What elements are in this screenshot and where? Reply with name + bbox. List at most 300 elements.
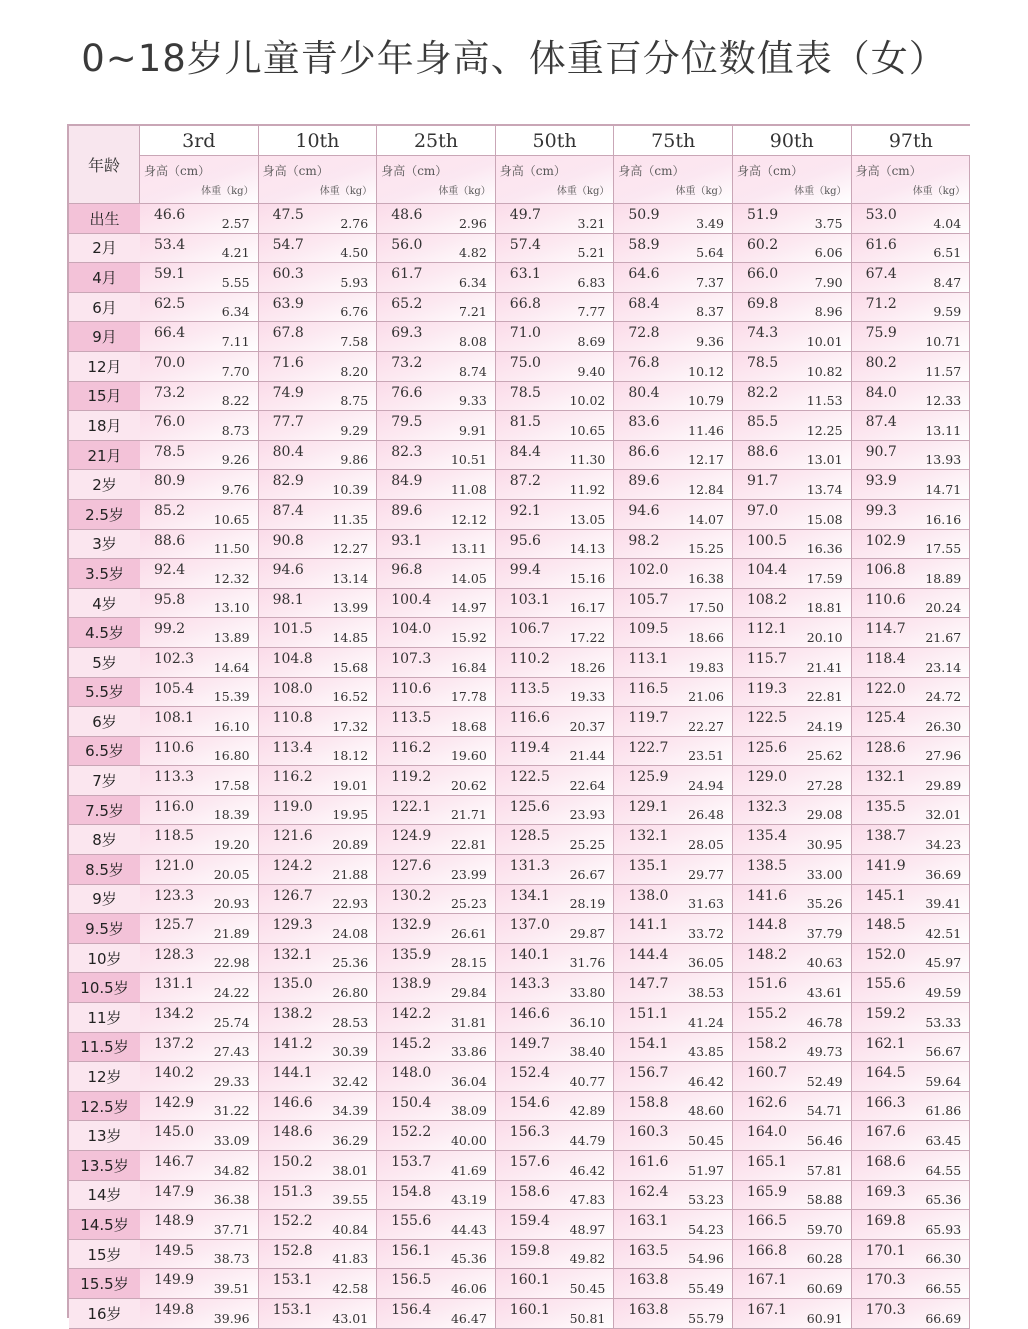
height-value: 96.8 [391, 562, 423, 579]
age-cell: 11岁 [69, 1003, 140, 1033]
height-value: 160.3 [628, 1124, 669, 1141]
weight-value: 6.51 [933, 245, 962, 261]
unit-header-cell [140, 156, 259, 204]
weight-value: 7.70 [221, 363, 250, 379]
weight-value: 54.71 [806, 1103, 843, 1119]
weight-value: 36.69 [925, 866, 962, 882]
value-cell [496, 1092, 615, 1122]
height-value: 119.2 [391, 769, 432, 786]
height-value: 116.5 [628, 680, 669, 697]
weight-value: 17.32 [332, 718, 369, 734]
weight-value: 59.70 [806, 1221, 843, 1237]
age-cell: 3岁 [69, 530, 140, 560]
weight-value: 7.11 [221, 333, 250, 349]
weight-value: 13.14 [332, 570, 369, 586]
value-cell [733, 885, 852, 915]
height-value: 104.8 [272, 650, 313, 667]
weight-value: 29.33 [213, 1073, 250, 1089]
weight-value: 25.62 [806, 748, 843, 764]
weight-value: 37.79 [806, 925, 843, 941]
weight-value: 51.97 [688, 1162, 724, 1178]
age-cell: 8岁 [69, 825, 140, 855]
weight-value: 35.26 [806, 896, 843, 912]
value-cell [852, 885, 971, 915]
weight-value: 33.80 [569, 985, 606, 1001]
height-value: 166.5 [746, 1213, 788, 1230]
weight-value: 21.44 [569, 748, 606, 764]
weight-value: 56.67 [925, 1044, 962, 1060]
weight-value: 36.10 [569, 1014, 606, 1030]
weight-value: 29.77 [688, 866, 724, 882]
height-value: 170.1 [865, 1242, 906, 1259]
value-cell [733, 737, 852, 767]
height-value: 167.6 [865, 1124, 906, 1141]
weight-value: 12.12 [450, 511, 487, 527]
height-value: 132.1 [272, 946, 313, 963]
value-cell [377, 1210, 496, 1240]
weight-value: 16.10 [213, 718, 250, 734]
weight-value: 7.77 [577, 304, 606, 320]
height-value: 141.9 [865, 858, 906, 875]
value-cell [140, 234, 259, 264]
weight-value: 5.55 [221, 274, 250, 290]
weight-value: 33.09 [213, 1133, 250, 1148]
value-cell [614, 1151, 733, 1181]
height-value: 160.1 [509, 1301, 550, 1318]
value-cell [733, 973, 852, 1003]
value-cell [614, 885, 733, 915]
weight-value: 9.76 [221, 481, 250, 497]
weight-value: 15.25 [688, 541, 724, 557]
height-value: 122.7 [628, 739, 669, 756]
value-cell [259, 559, 378, 589]
value-cell [852, 234, 971, 264]
height-value: 59.1 [154, 266, 186, 283]
value-cell [496, 382, 615, 412]
value-cell [259, 1003, 378, 1033]
height-value: 72.8 [628, 325, 660, 342]
height-value: 127.6 [391, 858, 432, 875]
height-value: 163.1 [628, 1213, 669, 1230]
value-cell [733, 707, 852, 737]
height-value: 142.2 [391, 1006, 432, 1023]
height-value: 70.0 [154, 354, 186, 371]
height-value: 106.8 [865, 562, 906, 579]
weight-value: 17.58 [213, 777, 250, 793]
weight-value: 14.85 [332, 629, 369, 645]
value-cell [733, 1269, 852, 1299]
value-cell [496, 559, 615, 589]
height-value: 170.3 [865, 1272, 906, 1289]
age-cell: 15.5岁 [69, 1269, 140, 1299]
value-cell [259, 1092, 378, 1122]
weight-value: 20.24 [925, 600, 962, 616]
weight-value: 11.57 [925, 363, 962, 379]
value-cell [377, 263, 496, 293]
value-cell [140, 914, 259, 944]
weight-value: 22.93 [332, 896, 369, 912]
value-cell [614, 293, 733, 323]
height-value: 78.5 [509, 384, 541, 401]
height-value: 97.0 [746, 502, 779, 519]
value-cell [614, 1033, 733, 1063]
weight-value: 17.22 [569, 629, 606, 645]
value-cell [496, 1269, 615, 1299]
percentile-header: 25th [377, 126, 496, 156]
age-cell: 5.5岁 [69, 678, 140, 708]
height-value: 46.6 [154, 207, 186, 223]
value-cell [496, 1003, 615, 1033]
value-cell [614, 1092, 733, 1122]
weight-value: 8.08 [458, 333, 487, 349]
value-cell [377, 589, 496, 619]
weight-value: 2.96 [458, 215, 487, 231]
height-value: 105.4 [154, 680, 195, 697]
height-value: 156.3 [509, 1124, 550, 1141]
height-value: 94.6 [272, 562, 304, 579]
age-cell: 5岁 [69, 648, 140, 678]
value-cell [496, 648, 615, 678]
weight-value: 12.33 [925, 393, 962, 409]
weight-value: 60.91 [806, 1310, 843, 1326]
weight-unit-label: 体重（kg） [438, 186, 491, 197]
weight-value: 27.96 [925, 748, 962, 764]
value-cell [614, 1240, 733, 1270]
weight-value: 61.86 [925, 1103, 962, 1119]
value-cell [377, 1299, 496, 1329]
value-cell [259, 1181, 378, 1211]
height-value: 138.2 [272, 1006, 313, 1023]
value-cell [259, 500, 378, 530]
value-cell [614, 944, 733, 974]
value-cell [140, 1240, 259, 1270]
weight-value: 26.48 [688, 807, 724, 823]
height-value: 93.9 [865, 473, 897, 490]
value-cell [733, 500, 852, 530]
value-cell [733, 530, 852, 560]
height-value: 157.6 [509, 1154, 550, 1170]
value-cell [614, 470, 733, 500]
height-value: 60.2 [746, 236, 779, 253]
weight-value: 27.28 [806, 777, 843, 793]
value-cell [377, 352, 496, 382]
height-value: 132.1 [628, 828, 669, 845]
weight-value: 17.50 [688, 600, 724, 616]
height-value: 138.0 [628, 887, 669, 904]
value-cell [614, 1210, 733, 1240]
value-cell [733, 766, 852, 796]
value-cell [733, 648, 852, 678]
height-value: 65.2 [391, 295, 423, 312]
value-cell [614, 500, 733, 530]
weight-value: 9.59 [933, 304, 962, 320]
weight-value: 10.65 [213, 511, 250, 527]
height-value: 131.3 [509, 858, 550, 875]
height-value: 148.6 [272, 1124, 313, 1141]
height-value: 91.7 [746, 473, 779, 490]
value-cell [140, 1033, 259, 1063]
value-cell [140, 352, 259, 382]
height-value: 122.5 [746, 710, 788, 727]
weight-value: 29.87 [569, 925, 606, 941]
weight-value: 10.39 [332, 481, 369, 497]
height-value: 137.0 [509, 917, 550, 934]
value-cell [852, 470, 971, 500]
height-value: 104.4 [746, 562, 788, 579]
height-value: 68.4 [628, 295, 660, 312]
weight-unit-label: 体重（kg） [794, 186, 847, 197]
height-value: 108.1 [154, 710, 195, 727]
height-value: 166.8 [746, 1242, 788, 1259]
weight-value: 3.21 [577, 215, 606, 231]
value-cell [496, 914, 615, 944]
value-cell [496, 204, 615, 234]
height-value: 119.7 [628, 710, 669, 727]
value-cell [733, 1003, 852, 1033]
value-cell [496, 530, 615, 560]
height-value: 135.0 [272, 976, 313, 993]
weight-value: 48.97 [569, 1221, 606, 1237]
weight-value: 29.84 [450, 985, 487, 1001]
height-value: 110.8 [272, 710, 313, 727]
age-cell: 21月 [69, 441, 140, 471]
value-cell [733, 411, 852, 441]
height-value: 149.9 [154, 1272, 195, 1289]
height-value: 113.5 [391, 710, 432, 727]
height-value: 64.6 [628, 266, 660, 283]
height-value: 156.1 [391, 1242, 432, 1259]
value-cell [614, 1299, 733, 1329]
weight-value: 15.68 [332, 659, 369, 675]
height-value: 156.7 [628, 1065, 669, 1082]
height-value: 152.0 [865, 946, 906, 963]
weight-value: 3.49 [696, 215, 724, 231]
value-cell [852, 589, 971, 619]
weight-value: 7.58 [340, 333, 369, 349]
weight-value: 16.36 [806, 541, 843, 557]
value-cell [614, 766, 733, 796]
value-cell [259, 1062, 378, 1092]
weight-value: 56.46 [806, 1133, 843, 1148]
weight-value: 28.53 [332, 1014, 369, 1030]
unit-header-cell [496, 156, 615, 204]
age-cell: 2月 [69, 234, 140, 264]
value-cell [140, 855, 259, 885]
height-value: 78.5 [154, 443, 186, 460]
age-cell: 6岁 [69, 707, 140, 737]
height-value: 119.0 [272, 798, 313, 815]
value-cell [852, 1269, 971, 1299]
weight-value: 31.22 [213, 1103, 250, 1119]
weight-unit-label: 体重（kg） [912, 186, 966, 197]
weight-value: 59.64 [925, 1073, 962, 1089]
weight-value: 5.93 [340, 274, 369, 290]
value-cell [259, 1240, 378, 1270]
height-value: 100.5 [746, 532, 788, 549]
height-value: 104.0 [391, 621, 432, 638]
percentile-header: 3rd [140, 126, 259, 156]
height-value: 132.1 [865, 769, 906, 786]
value-cell [614, 796, 733, 826]
unit-header-cell [733, 156, 852, 204]
age-cell: 9岁 [69, 885, 140, 915]
weight-value: 16.52 [332, 689, 369, 705]
weight-value: 26.30 [925, 718, 962, 734]
value-cell [140, 589, 259, 619]
weight-value: 8.73 [221, 422, 250, 438]
age-cell: 3.5岁 [69, 559, 140, 589]
height-value: 159.2 [865, 1006, 906, 1023]
weight-value: 22.98 [213, 955, 250, 971]
value-cell [614, 441, 733, 471]
value-cell [852, 1210, 971, 1240]
weight-value: 63.45 [925, 1133, 962, 1148]
weight-value: 8.74 [458, 363, 487, 379]
value-cell [259, 382, 378, 412]
height-value: 154.8 [391, 1183, 432, 1200]
value-cell [496, 234, 615, 264]
height-value: 164.0 [746, 1124, 788, 1141]
weight-value: 9.91 [458, 422, 487, 438]
weight-value: 30.39 [332, 1044, 369, 1060]
height-value: 88.6 [154, 532, 186, 549]
weight-value: 31.63 [688, 896, 724, 912]
height-value: 62.5 [154, 295, 186, 312]
weight-value: 10.51 [450, 452, 487, 468]
value-cell [614, 648, 733, 678]
value-cell [259, 618, 378, 648]
value-cell [852, 263, 971, 293]
height-value: 162.4 [628, 1183, 669, 1200]
weight-value: 58.88 [806, 1192, 843, 1208]
value-cell [852, 322, 971, 352]
weight-value: 13.93 [925, 452, 962, 468]
weight-value: 13.99 [332, 600, 369, 616]
value-cell [377, 1240, 496, 1270]
value-cell [852, 293, 971, 323]
value-cell [852, 766, 971, 796]
weight-value: 26.67 [569, 866, 606, 882]
height-value: 141.2 [272, 1035, 313, 1052]
value-cell [733, 825, 852, 855]
value-cell [496, 1121, 615, 1151]
weight-value: 42.89 [569, 1103, 606, 1119]
weight-value: 8.22 [221, 393, 250, 409]
weight-value: 8.47 [933, 274, 962, 290]
value-cell [259, 885, 378, 915]
weight-value: 30.95 [806, 837, 843, 853]
age-cell: 9.5岁 [69, 914, 140, 944]
height-value: 145.1 [865, 887, 906, 904]
value-cell [614, 825, 733, 855]
height-value: 125.9 [628, 769, 669, 786]
height-value: 66.0 [746, 266, 779, 283]
value-cell [614, 914, 733, 944]
value-cell [852, 1062, 971, 1092]
age-cell: 7岁 [69, 766, 140, 796]
height-unit-label: 身高（cm） [855, 164, 922, 178]
weight-unit-label: 体重（kg） [556, 186, 610, 197]
height-value: 169.3 [865, 1183, 906, 1200]
weight-value: 18.39 [213, 807, 250, 823]
value-cell [259, 944, 378, 974]
weight-value: 9.36 [696, 333, 724, 349]
weight-value: 36.04 [450, 1073, 487, 1089]
weight-value: 9.26 [221, 452, 250, 468]
height-value: 76.8 [628, 354, 660, 371]
height-value: 144.4 [628, 946, 669, 963]
weight-value: 19.33 [569, 689, 606, 705]
value-cell [140, 618, 259, 648]
height-value: 80.4 [628, 384, 660, 401]
height-value: 108.2 [746, 591, 788, 608]
height-value: 170.3 [865, 1301, 906, 1318]
value-cell [614, 352, 733, 382]
height-value: 58.9 [628, 236, 660, 253]
value-cell [852, 648, 971, 678]
value-cell [733, 204, 852, 234]
value-cell [259, 766, 378, 796]
weight-value: 34.23 [925, 837, 962, 853]
value-cell [733, 234, 852, 264]
weight-value: 66.55 [925, 1280, 962, 1296]
height-value: 73.2 [154, 384, 186, 401]
value-cell [377, 1181, 496, 1211]
unit-header-cell [614, 156, 733, 204]
value-cell [733, 382, 852, 412]
value-cell [140, 411, 259, 441]
page-title: 0~18岁儿童青少年身高、体重百分位数值表（女） [81, 37, 947, 80]
value-cell [852, 678, 971, 708]
value-cell [852, 796, 971, 826]
value-cell [614, 382, 733, 412]
value-cell [733, 618, 852, 648]
value-cell [377, 1003, 496, 1033]
height-value: 154.1 [628, 1035, 669, 1052]
weight-value: 8.69 [577, 333, 606, 349]
value-cell [140, 1299, 259, 1329]
weight-value: 20.37 [569, 718, 606, 734]
value-cell [377, 855, 496, 885]
value-cell [614, 1003, 733, 1033]
age-cell: 13岁 [69, 1121, 140, 1151]
height-value: 168.6 [865, 1154, 906, 1170]
weight-value: 15.08 [806, 511, 843, 527]
value-cell [259, 352, 378, 382]
weight-value: 19.60 [450, 748, 487, 764]
value-cell [614, 263, 733, 293]
weight-value: 46.42 [569, 1162, 606, 1178]
height-value: 90.8 [272, 532, 304, 549]
height-value: 53.0 [865, 207, 897, 223]
value-cell [614, 1062, 733, 1092]
height-value: 101.5 [272, 621, 313, 638]
value-cell [140, 678, 259, 708]
value-cell [733, 796, 852, 826]
height-value: 132.9 [391, 917, 432, 934]
value-cell [496, 737, 615, 767]
height-value: 71.0 [509, 325, 541, 342]
value-cell [377, 973, 496, 1003]
value-cell [140, 530, 259, 560]
weight-value: 12.25 [806, 422, 843, 438]
value-cell [259, 1121, 378, 1151]
height-value: 51.9 [746, 207, 779, 223]
weight-value: 8.37 [696, 304, 724, 320]
height-value: 69.3 [391, 325, 423, 342]
height-value: 163.5 [628, 1242, 669, 1259]
weight-value: 19.95 [332, 807, 369, 823]
